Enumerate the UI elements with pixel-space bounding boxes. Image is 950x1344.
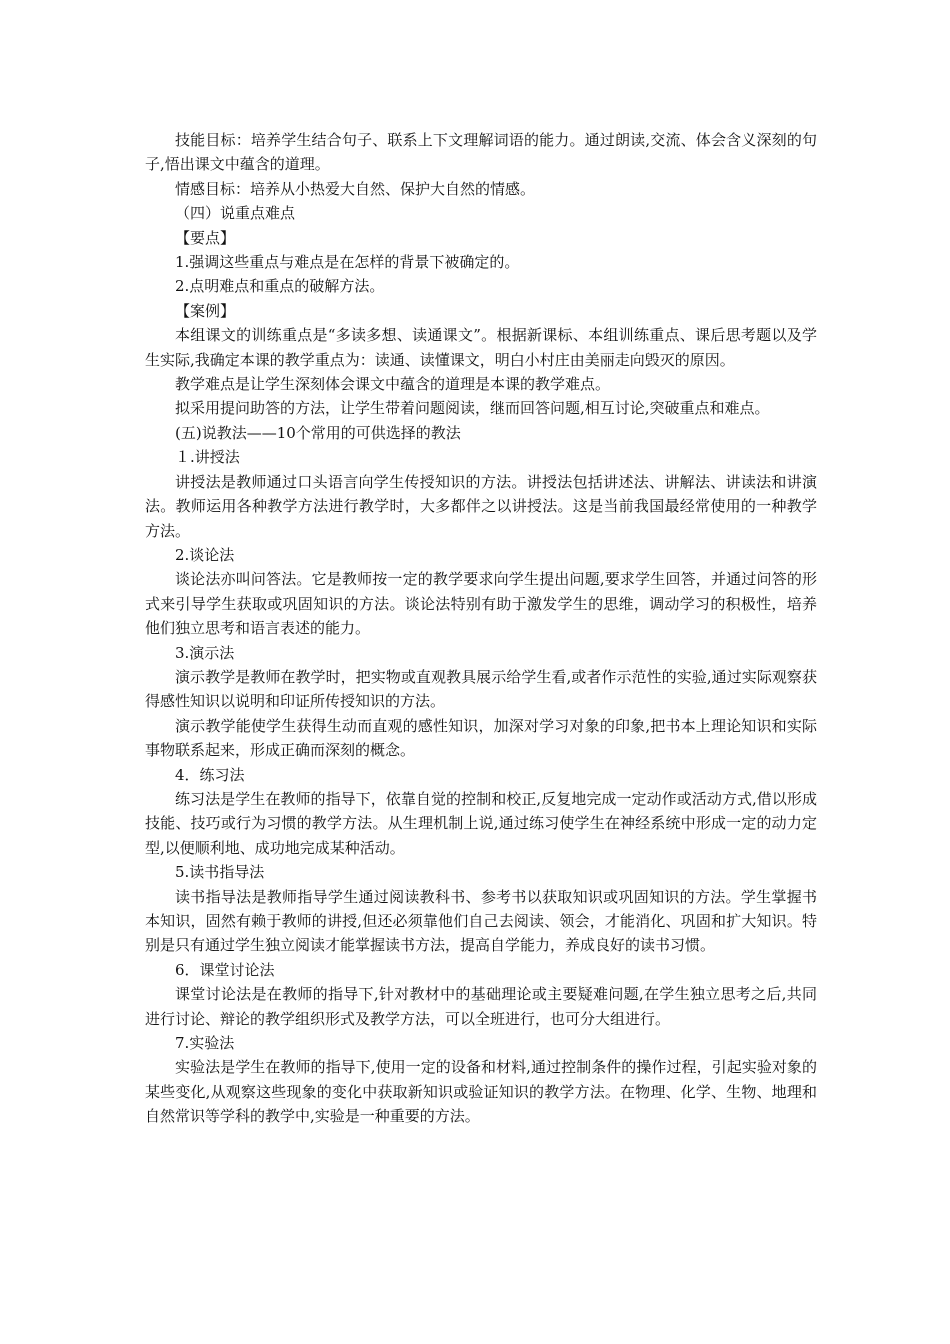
paragraph-emotion-goal: 情感目标：培养从小热爱大自然、保护大自然的情感。 [175,179,536,198]
label-key-points: 【要点】 [175,228,236,247]
document-body [145,128,817,1129]
paragraph-case-difficulty: 教学难点是让学生深刻体会课文中蕴含的道理是本课的教学难点。 [175,375,611,394]
method-heading-reading-guidance: 5.读书指导法 [175,863,265,882]
paragraph-class-discussion: 课堂讨论法是在教师的指导下,针对教材中的基础理论或主要疑难问题,在学生独立思考之后,共同进行讨论、辩论的教学组织形式及教学方法，可以全班进行，也可分大组进行。 [145,985,817,1028]
list-item-point-1: 1.强调这些重点与难点是在怎样的背景下被确定的。 [175,253,520,272]
method-heading-practice: 4．练习法 [175,765,245,784]
paragraph-skill-goal: 技能目标：培养学生结合句子、联系上下文理解词语的能力。通过朗读,交流、体会含义深刻的句子,悟出课文中蕴含的道理。 [145,131,817,174]
paragraph-case-method: 拟采用提问助答的方法，让学生带着问题阅读，继而回答问题,相互讨论,突破重点和难点。 [175,399,770,418]
method-heading-lecture: １.讲授法 [175,448,240,467]
paragraph-case-focus: 本组课文的训练重点是“多读多想、读通课文”。根据新课标、本组训练重点、课后思考题以及学生实际,我确定本课的教学重点为：读通、读懂课文，明白小村庄由美丽走向毁灭的原因。 [145,326,817,369]
paragraph-experiment: 实验法是学生在教师的指导下,使用一定的设备和材料,通过控制条件的操作过程，引起实验对象的某些变化,从观察这些现象的变化中获取新知识或验证知识的教学方法。在物理、化学、生物、地理和自然常识等学科的教学中,实验是一种重要的方法。 [145,1058,817,1126]
section-heading-teaching-methods: (五)说教法——10个常用的可供选择的教法 [175,423,461,442]
paragraph-lecture: 讲授法是教师通过口头语言向学生传授知识的方法。讲授法包括讲述法、讲解法、讲读法和讲演法。教师运用各种教学方法进行教学时，大多都伴之以讲授法。这是当前我国最经常使用的一种教学方法。 [145,472,817,540]
method-heading-demonstration: 3.演示法 [175,643,235,662]
section-heading-key-difficult: （四）说重点难点 [175,204,296,223]
method-heading-discussion: 2.谈论法 [175,545,235,564]
list-item-point-2: 2.点明难点和重点的破解方法。 [175,277,385,296]
label-case: 【案例】 [175,301,236,320]
paragraph-demonstration-2: 演示教学能使学生获得生动而直观的感性知识，加深对学习对象的印象,把书本上理论知识和实际事物联系起来，形成正确而深刻的概念。 [145,716,817,760]
paragraph-practice: 练习法是学生在教师的指导下，依靠自觉的控制和校正,反复地完成一定动作或活动方式,借以形成技能、技巧或行为习惯的教学方法。从生理机制上说,通过练习使学生在神经系统中形成一定的动力定型,以便顺利地、成功地完成某种活动。 [145,789,817,857]
method-heading-experiment: 7.实验法 [175,1034,235,1053]
paragraph-reading-guidance: 读书指导法是教师指导学生通过阅读教科书、参考书以获取知识或巩固知识的方法。学生掌握书本知识，固然有赖于教师的讲授,但还必须靠他们自己去阅读、领会，才能消化、巩固和扩大知识。特别是只有通过学生独立阅读才能掌握读书方法，提高自学能力，养成良好的读书习惯。 [145,887,817,955]
paragraph-demonstration-1: 演示教学是教师在教学时，把实物或直观教具展示给学生看,或者作示范性的实验,通过实际观察获得感性知识以说明和印证所传授知识的方法。 [145,667,817,711]
paragraph-discussion: 谈论法亦叫问答法。它是教师按一定的教学要求向学生提出问题,要求学生回答，并通过问答的形式来引导学生获取或巩固知识的方法。谈论法特别有助于激发学生的思维，调动学习的积极性，培养他们独立思考和语言表述的能力。 [145,570,817,638]
method-heading-class-discussion: 6．课堂讨论法 [175,960,275,979]
